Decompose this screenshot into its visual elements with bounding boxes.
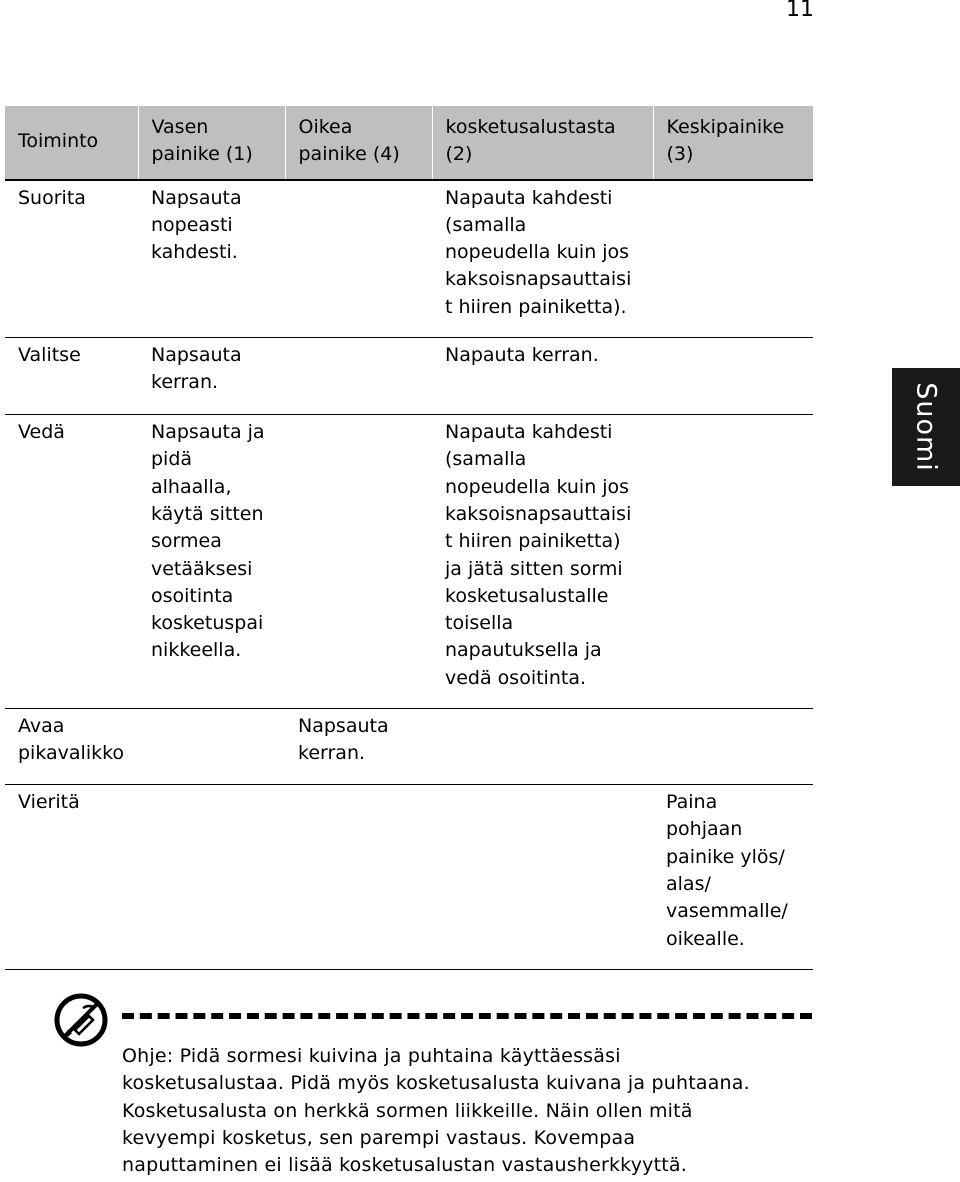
table-cell [653, 338, 813, 415]
note-line: kosketusalustaa. Pidä myös kosketusalusta kuivana ja puhtaana. [122, 1072, 750, 1095]
table-cell: Napauta kerran. [432, 338, 653, 415]
table-cell [653, 180, 813, 338]
header-center-button: Keskipainike (3) [653, 106, 813, 180]
table-row [5, 180, 813, 338]
page-number: 11 [786, 0, 814, 22]
table-cell: Napsauta kerran. [138, 338, 285, 415]
table-cell: Napsauta nopeasti kahdesti. [138, 180, 285, 338]
table-row [5, 709, 813, 785]
table-cell: Napsauta kerran. [285, 709, 432, 785]
language-side-tab [892, 368, 960, 486]
table-header-row [5, 106, 813, 180]
table-cell: Napauta kahdesti (samalla nopeudella kuin jos kaksoisnapsauttaisi t hiiren painiketta). [432, 180, 653, 338]
table-cell: Suorita [5, 180, 138, 338]
note-pen-icon [53, 992, 109, 1048]
table-cell: Avaa pikavalikko [5, 709, 138, 785]
header-right-button: Oikea painike (4) [285, 106, 432, 180]
table-cell [138, 785, 285, 970]
table-cell [653, 709, 813, 785]
table-cell: Vedä [5, 415, 138, 709]
note-label: Ohje: [122, 1045, 174, 1067]
table-cell: Napauta kahdesti (samalla nopeudella kuin jos kaksoisnapsauttaisi t hiiren painiketta) ja jätä sitten sormi kosketusalustalle toisella napautuksella ja vedä osoitinta. [432, 415, 653, 709]
table-row [5, 785, 813, 970]
table-cell: Vieritä [5, 785, 138, 970]
note-line: kevyempi kosketus, sen parempi vastaus. Kovempaa [122, 1126, 636, 1149]
table-row [5, 415, 813, 709]
touchpad-operations-table [5, 106, 813, 970]
table-cell [285, 338, 432, 415]
table-cell [285, 180, 432, 338]
table-cell [432, 785, 653, 970]
note-line: naputtaminen ei lisää kosketusalustan vastausherkkyyttä. [122, 1154, 687, 1177]
header-touchpad: kosketusalustasta (2) [432, 106, 653, 180]
table-cell [138, 709, 285, 785]
table-cell: Valitse [5, 338, 138, 415]
table-cell [285, 415, 432, 709]
header-function: Toiminto [5, 106, 138, 180]
side-tab-label: Suomi [910, 382, 942, 472]
table-cell: Paina pohjaan painike ylös/ alas/ vasemmalle/ oikealle. [653, 785, 813, 970]
table-cell [285, 785, 432, 970]
table-cell: Napsauta ja pidä alhaalla, käytä sitten sormea vetääksesi osoitinta kosketuspai nikkeella. [138, 415, 285, 709]
header-left-button: Vasen painike (1) [138, 106, 285, 180]
note-line: Ohje: Pidä sormesi kuivina ja puhtaina käyttäessäsi [122, 1045, 621, 1067]
table-row [5, 338, 813, 415]
table-cell [432, 709, 653, 785]
note-block [122, 1043, 822, 1179]
table-cell [653, 415, 813, 709]
note-line: Kosketusalusta on herkkä sormen liikkeille. Näin ollen mitä [122, 1099, 693, 1122]
note-divider [122, 1013, 812, 1019]
